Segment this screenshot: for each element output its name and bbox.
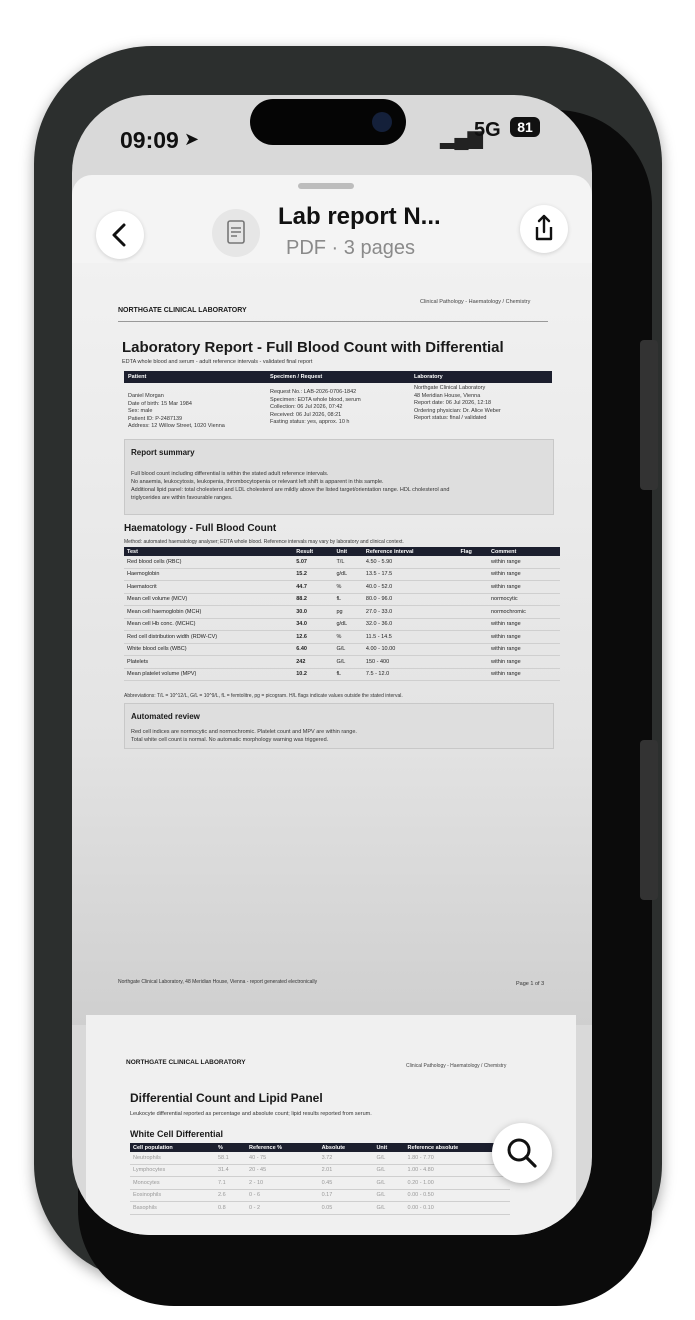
- table-row: [130, 1189, 510, 1202]
- table-row: [124, 656, 560, 669]
- search-button[interactable]: [492, 1123, 552, 1183]
- fbc-table-body: [124, 556, 560, 681]
- column-header: Comment: [488, 547, 560, 556]
- table-cell: Mean cell Hb conc. (MCHC): [124, 618, 293, 631]
- table-cell: fL: [333, 668, 362, 681]
- table-cell: within range: [488, 568, 560, 581]
- table-cell: Eosinophils: [130, 1189, 215, 1202]
- summary-line: Full blood count including differential is within the stated adult reference intervals.: [131, 471, 329, 477]
- table-cell: 40.0 - 52.0: [363, 581, 458, 594]
- table-cell: pg: [333, 606, 362, 619]
- screen: [72, 95, 592, 1235]
- table-cell: 2.6: [215, 1189, 246, 1202]
- differential-table-body: [130, 1152, 510, 1214]
- page-number: Page 1 of 3: [516, 981, 545, 987]
- haematology-method: Method: automated haematology analyser; EDTA whole blood. Reference intervals may vary by laboratory and clinical context.: [124, 539, 404, 545]
- table-row: [124, 556, 560, 568]
- patient-line: Address: 12 Willow Street, 1020 Vienna: [128, 423, 225, 429]
- table-cell: 34.0: [293, 618, 333, 631]
- document-subtitle: PDF · 3 pages: [286, 237, 415, 259]
- table-cell: 31.4: [215, 1164, 246, 1177]
- column-header: Flag: [458, 547, 489, 556]
- table-cell: %: [333, 581, 362, 594]
- table-cell: [458, 656, 489, 669]
- table-cell: within range: [488, 618, 560, 631]
- table-row: [124, 668, 560, 681]
- page2-title: Differential Count and Lipid Panel: [130, 1091, 323, 1105]
- specimen-line: Specimen: EDTA whole blood, serum: [270, 396, 361, 403]
- table-cell: within range: [488, 668, 560, 681]
- differential-table: [130, 1143, 510, 1215]
- table-cell: [458, 556, 489, 568]
- table-cell: G/L: [333, 643, 362, 656]
- table-cell: [458, 568, 489, 581]
- table-cell: G/L: [373, 1189, 404, 1202]
- table-cell: fL: [333, 593, 362, 606]
- summary-line: No anaemia, leukocytosis, leukopenia, thrombocytopenia or relevant left shift is apparent in this sample.: [131, 479, 384, 485]
- table-cell: %: [333, 631, 362, 644]
- table-cell: Monocytes: [130, 1177, 215, 1190]
- table-row: [124, 593, 560, 606]
- divider: [118, 321, 548, 322]
- specimen-line: Request No.: LAB-2026-0706-1842: [270, 389, 357, 395]
- summary-line: Additional lipid panel: total cholesterol and LDL cholesterol are mildly above the listed target/orientation range. HDL cholesterol and: [131, 487, 450, 493]
- table-row: [130, 1152, 510, 1164]
- summary-line: triglycerides are within favourable ranges.: [131, 495, 233, 501]
- table-cell: 0.8: [215, 1202, 246, 1215]
- laboratory-line: Report status: final / validated: [414, 415, 487, 421]
- table-row: [124, 606, 560, 619]
- table-header-row: [130, 1143, 510, 1152]
- specimen-line: Received: 06 Jul 2026, 08:21: [270, 411, 342, 418]
- patient-header: Patient: [128, 374, 147, 380]
- table-cell: 32.0 - 36.0: [363, 618, 458, 631]
- table-cell: White blood cells (WBC): [124, 643, 293, 656]
- table-cell: 2 - 10: [246, 1177, 319, 1190]
- report-title: Laboratory Report - Full Blood Count with Differential: [122, 339, 504, 356]
- table-cell: Haematocrit: [124, 581, 293, 594]
- table-cell: 0.05: [319, 1202, 374, 1215]
- specimen-line: Fasting status: yes, approx. 10 h: [270, 419, 350, 425]
- table-cell: 4.00 - 10.00: [363, 643, 458, 656]
- column-header: Reference %: [246, 1143, 319, 1152]
- table-cell: normocytic: [488, 593, 560, 606]
- table-cell: Haemoglobin: [124, 568, 293, 581]
- table-cell: 7.1: [215, 1177, 246, 1190]
- info-header-bar: [124, 371, 552, 383]
- automated-review-box: [124, 703, 554, 749]
- department: Clinical Pathology - Haematology / Chemistry: [420, 299, 531, 305]
- laboratory-line: 48 Meridian House, Vienna: [414, 392, 481, 399]
- table-cell: 44.7: [293, 581, 333, 594]
- status-bar: [72, 95, 592, 185]
- table-cell: Lymphocytes: [130, 1164, 215, 1177]
- table-row: [124, 581, 560, 594]
- signal-icon: ▂▄▆: [440, 127, 482, 149]
- column-header: Unit: [333, 547, 362, 556]
- patient-line: Patient ID: P-2487139: [128, 415, 183, 422]
- table-cell: 150 - 400: [363, 656, 458, 669]
- department: Clinical Pathology - Haematology / Chemistry: [406, 1063, 507, 1069]
- search-icon: [492, 1123, 552, 1183]
- column-header: Reference interval: [363, 547, 458, 556]
- table-cell: G/L: [373, 1164, 404, 1177]
- page2-subtitle: Leukocyte differential reported as percentage and absolute count; lipid results reported from serum.: [130, 1111, 372, 1117]
- table-cell: G/L: [373, 1202, 404, 1215]
- table-cell: within range: [488, 631, 560, 644]
- table-cell: 0.17: [319, 1189, 374, 1202]
- table-cell: 0.45: [319, 1177, 374, 1190]
- location-arrow-icon: ➤: [184, 129, 200, 149]
- table-header-row: [124, 547, 560, 556]
- table-cell: 13.5 - 17.5: [363, 568, 458, 581]
- table-cell: 0 - 6: [246, 1189, 319, 1202]
- network-label: 5G: [474, 119, 501, 141]
- laboratory-line: Ordering physician: Dr. Alice Weber: [414, 407, 501, 414]
- table-cell: within range: [488, 643, 560, 656]
- battery-indicator: 81: [510, 117, 540, 137]
- table-row: [124, 618, 560, 631]
- haematology-title: Haematology - Full Blood Count: [124, 523, 277, 534]
- patient-line: Sex: male: [128, 408, 153, 414]
- table-cell: 27.0 - 33.0: [363, 606, 458, 619]
- table-cell: g/dL: [333, 618, 362, 631]
- document-title: Lab report N...: [278, 203, 441, 230]
- table-cell: 40 - 75: [246, 1152, 319, 1164]
- review-line: Total white cell count is normal. No automatic morphology warning was triggered.: [131, 736, 329, 743]
- patient-line: Daniel Morgan: [128, 393, 164, 399]
- table-cell: g/dL: [333, 568, 362, 581]
- table-cell: Red cell distribution width (RDW-CV): [124, 631, 293, 644]
- table-cell: 20 - 45: [246, 1164, 319, 1177]
- patient-line: Date of birth: 15 Mar 1984: [128, 400, 192, 407]
- summary-title: Report summary: [131, 448, 195, 457]
- page-footer: Northgate Clinical Laboratory, 48 Meridian House, Vienna - report generated electronically: [118, 979, 318, 985]
- review-text: [131, 729, 357, 744]
- table-cell: normochromic: [488, 606, 560, 619]
- side-button: [640, 340, 658, 490]
- fbc-table: [124, 547, 560, 681]
- column-header: Absolute: [319, 1143, 374, 1152]
- table-cell: 11.5 - 14.5: [363, 631, 458, 644]
- table-cell: G/L: [373, 1177, 404, 1190]
- table-cell: 4.50 - 5.90: [363, 556, 458, 568]
- table-cell: [458, 593, 489, 606]
- laboratory-line: Report date: 06 Jul 2026, 12:18: [414, 400, 492, 406]
- table-cell: T/L: [333, 556, 362, 568]
- laboratory-line: Northgate Clinical Laboratory: [414, 385, 486, 391]
- laboratory-header: Laboratory: [414, 374, 443, 380]
- table-cell: [458, 618, 489, 631]
- table-cell: within range: [488, 656, 560, 669]
- specimen-line: Collection: 06 Jul 2026, 07:42: [270, 404, 343, 410]
- table-cell: 242: [293, 656, 333, 669]
- table-cell: 12.6: [293, 631, 333, 644]
- laboratory-details: [414, 385, 501, 423]
- table-cell: 10.2: [293, 668, 333, 681]
- table-cell: Basophils: [130, 1202, 215, 1215]
- volume-button: [640, 740, 658, 900]
- table-cell: 88.2: [293, 593, 333, 606]
- table-cell: 58.1: [215, 1152, 246, 1164]
- table-cell: 6.40: [293, 643, 333, 656]
- table-cell: Mean cell haemoglobin (MCH): [124, 606, 293, 619]
- table-cell: [458, 581, 489, 594]
- table-cell: 2.01: [319, 1164, 374, 1177]
- patient-details: [128, 393, 225, 431]
- table-cell: 1.80 - 7.70: [404, 1152, 510, 1164]
- table-cell: within range: [488, 581, 560, 594]
- camera-icon: [372, 112, 392, 132]
- table-cell: 0.00 - 0.50: [404, 1189, 510, 1202]
- table-cell: within range: [488, 556, 560, 568]
- summary-text: [131, 470, 449, 502]
- table-row: [130, 1177, 510, 1190]
- table-cell: Red blood cells (RBC): [124, 556, 293, 568]
- table-cell: G/L: [373, 1152, 404, 1164]
- table-row: [124, 568, 560, 581]
- column-header: Test: [124, 547, 293, 556]
- column-header: Result: [293, 547, 333, 556]
- table-cell: 0 - 2: [246, 1202, 319, 1215]
- column-header: Reference absolute: [404, 1143, 510, 1152]
- table-cell: 80.0 - 96.0: [363, 593, 458, 606]
- specimen-details: [270, 389, 361, 427]
- table-cell: 30.0: [293, 606, 333, 619]
- table-cell: Neutrophils: [130, 1152, 215, 1164]
- table-cell: 3.72: [319, 1152, 374, 1164]
- table-cell: 5.07: [293, 556, 333, 568]
- table-row: [124, 643, 560, 656]
- document-icon: [212, 209, 260, 257]
- table-cell: [458, 668, 489, 681]
- table-row: [130, 1164, 510, 1177]
- table-cell: G/L: [333, 656, 362, 669]
- dynamic-island: [250, 99, 406, 145]
- white-cell-differential-title: White Cell Differential: [130, 1129, 224, 1139]
- table-cell: [458, 643, 489, 656]
- lab-name: NORTHGATE CLINICAL LABORATORY: [118, 307, 247, 314]
- lab-name: NORTHGATE CLINICAL LABORATORY: [126, 1059, 246, 1066]
- review-title: Automated review: [131, 712, 200, 721]
- table-cell: 15.2: [293, 568, 333, 581]
- table-cell: 1.00 - 4.80: [404, 1164, 510, 1177]
- column-header: Unit: [373, 1143, 404, 1152]
- table-cell: Mean platelet volume (MPV): [124, 668, 293, 681]
- table-cell: [458, 606, 489, 619]
- info-block: [124, 385, 552, 437]
- back-button[interactable]: [96, 211, 144, 259]
- column-header: Cell population: [130, 1143, 215, 1152]
- table-cell: 0.20 - 1.00: [404, 1177, 510, 1190]
- table-cell: 7.5 - 12.0: [363, 668, 458, 681]
- report-summary-box: [124, 439, 554, 515]
- chevron-left-icon: [96, 211, 144, 259]
- table-row: [130, 1202, 510, 1215]
- sheet-grabber[interactable]: [298, 183, 354, 189]
- pdf-page-1: [72, 263, 592, 1025]
- abbreviations: Abbreviations: T/L = 10^12/L, G/L = 10^9/L, fL = femtolitre, pg = picogram. H/L flags indicate values outside the stated interval.: [124, 693, 403, 699]
- report-subtitle: EDTA whole blood and serum - adult reference intervals - validated final report: [122, 359, 313, 365]
- column-header: %: [215, 1143, 246, 1152]
- specimen-header: Specimen / Request: [270, 374, 323, 380]
- share-icon: [520, 205, 568, 253]
- table-cell: Platelets: [124, 656, 293, 669]
- status-time: 09:09: [120, 127, 179, 153]
- table-cell: 0.00 - 0.10: [404, 1202, 510, 1215]
- table-cell: Mean cell volume (MCV): [124, 593, 293, 606]
- table-cell: [458, 631, 489, 644]
- share-button[interactable]: [520, 205, 568, 253]
- table-row: [124, 631, 560, 644]
- review-line: Red cell indices are normocytic and normochromic. Platelet count and MPV are within range.: [131, 729, 357, 735]
